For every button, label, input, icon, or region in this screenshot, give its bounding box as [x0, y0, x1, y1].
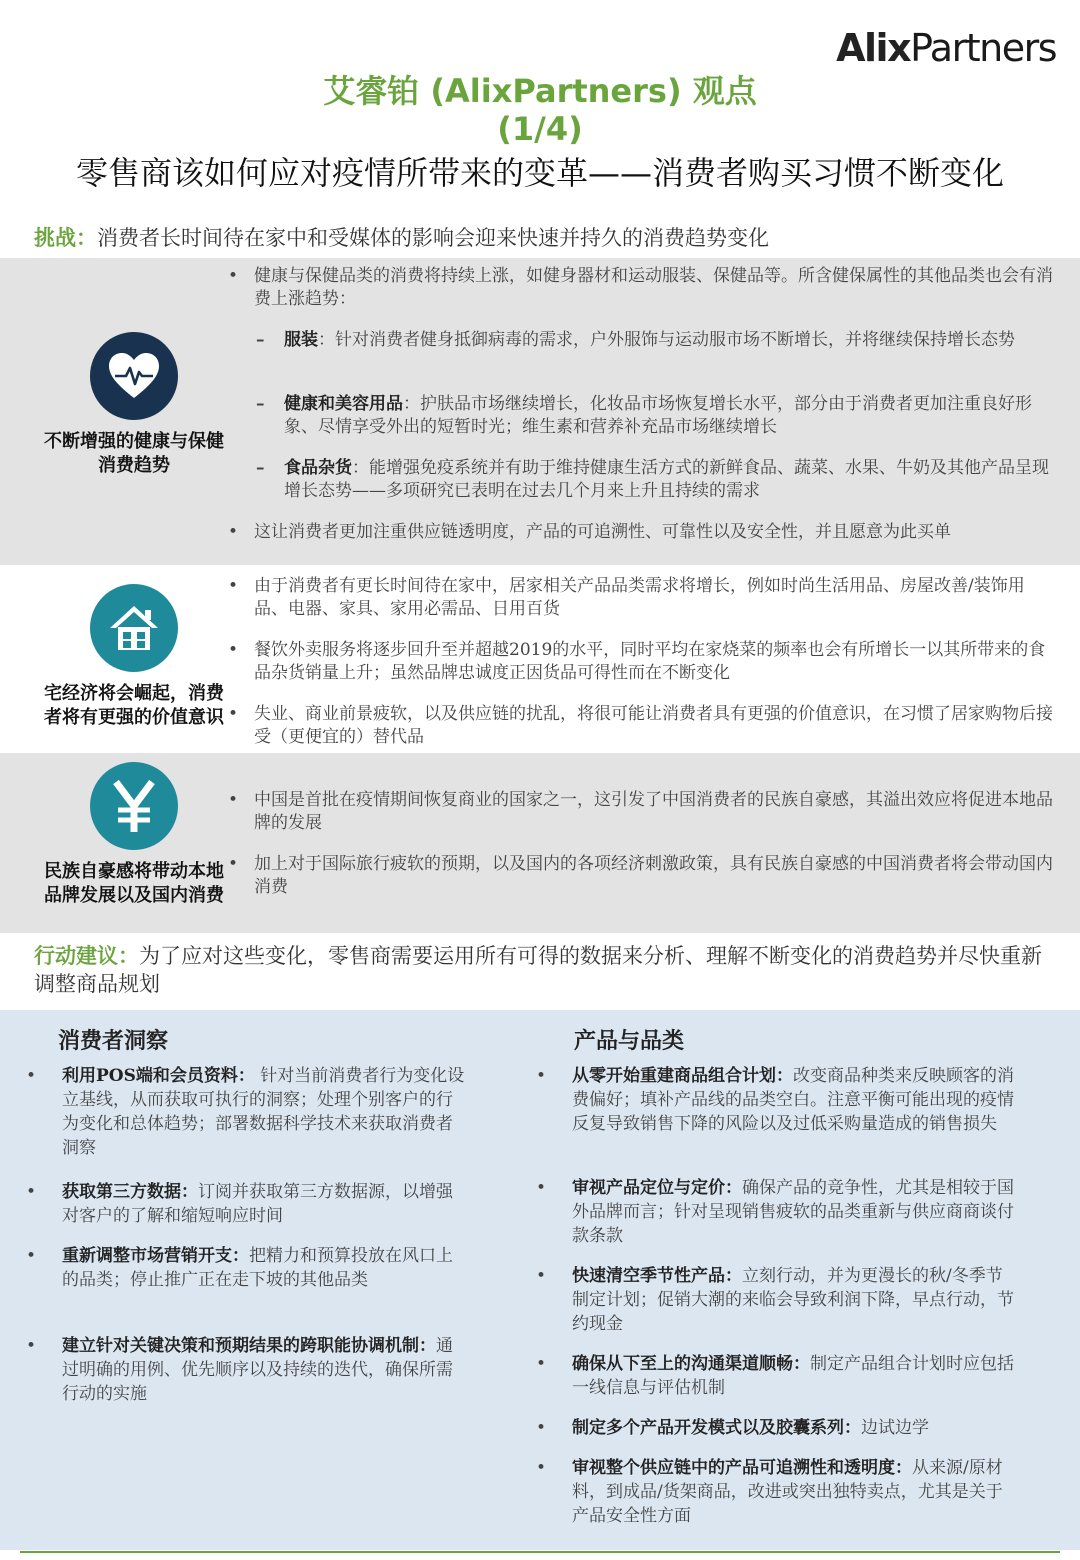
section-pride-icon-group	[44, 762, 224, 908]
section-health-icon-group	[44, 332, 224, 478]
challenge-label: 挑战：	[34, 226, 97, 250]
product-item: • 审视产品定位与定价：确保产品的竞争性，尤其是相较于国外品牌而言；针对呈现销售疲软的品类重新与供应商商谈付款条款	[536, 1178, 1014, 1246]
page-subtitle: 零售商该如何应对疫情所带来的变革——消费者购买习惯不断变化	[75, 154, 1004, 192]
alixpartners-logo: AlixPartners	[836, 26, 1056, 70]
title-line-2: (1/4)	[497, 110, 583, 148]
health-bullet-1: • 健康与保健品类的消费将持续上涨，如健身器材和运动服装、保健品等。所含健保属性的其他品类也会有消费上涨趋势：	[228, 266, 1053, 309]
challenge-text: 消费者长时间待在家中和受媒体的影响会迎来快速并持久的消费趋势变化	[97, 226, 769, 250]
insight-item: • 获取第三方数据：订阅并获取第三方数据源，以增强对客户的了解和缩短响应时间	[26, 1182, 453, 1226]
home-bullet-3: • 失业、商业前景疲软，以及供应链的扰乱，将很可能让消费者具有更强的价值意识，在习惯了居家购物后接受（更便宜的）替代品	[228, 704, 1053, 747]
action-text: 为了应对这些变化，零售商需要运用所有可得的数据来分析、理解不断变化的消费趋势并尽快重新调整商品规划	[34, 944, 1042, 996]
page-title	[0, 72, 1080, 148]
product-item: • 制定多个产品开发模式以及胶囊系列：边试边学	[536, 1418, 929, 1438]
health-sub-beauty: – 健康和美容用品：护肤品市场继续增长，化妆品市场恢复增长水平，部分由于消费者更加注重良好形象、尽情享受外出的短暂时光；维生素和营养补充品市场继续增长	[256, 394, 1032, 437]
footer-divider	[20, 1551, 1060, 1553]
health-sub-apparel: – 服装：针对消费者健身抵御病毒的需求，户外服饰与运动服市场不断增长，并将继续保持增长态势	[256, 330, 1015, 350]
action-recommendation	[34, 942, 1050, 998]
product-item: • 审视整个供应链中的产品可追溯性和透明度：从来源/原材料，到成品/货架商品，改进或突出独特卖点，尤其是关于产品安全性方面	[536, 1458, 1003, 1526]
heart-pulse-icon	[90, 332, 178, 420]
yen-icon	[90, 762, 178, 850]
title-line-1: 艾睿铂 (AlixPartners) 观点	[323, 72, 757, 110]
pride-bullet-2: • 加上对于国际旅行疲软的预期，以及国内的各项经济刺激政策，具有民族自豪感的中国消费者将会带动国内消费	[228, 854, 1053, 897]
pride-bullet-1: • 中国是首批在疫情期间恢复商业的国家之一，这引发了中国消费者的民族自豪感，其溢出效应将促进本地品牌的发展	[228, 790, 1053, 833]
section-home-icon-group	[44, 584, 224, 730]
insight-item: • 利用POS端和会员资料： 针对当前消费者行为变化设立基线，从而获取可执行的洞察；处理个别客户的行为变化和总体趋势；部署数据科学技术来获取消费者洞察	[26, 1066, 465, 1158]
section-health-label: 不断增强的健康与保健消费趋势	[44, 431, 224, 476]
house-icon	[90, 584, 178, 672]
section-pride-label: 民族自豪感将带动本地品牌发展以及国内消费	[44, 861, 224, 906]
product-item: • 快速清空季节性产品：立刻行动，并为更漫长的秋/冬季节制定计划；促销大潮的来临会导致利润下降，早点行动，节约现金	[536, 1266, 1014, 1334]
action-label: 行动建议：	[34, 944, 139, 968]
insight-item: • 建立针对关键决策和预期结果的跨职能协调机制：通过明确的用例、优先顺序以及持续的迭代，确保所需行动的实施	[26, 1336, 453, 1404]
home-bullet-1: • 由于消费者有更长时间待在家中，居家相关产品品类需求将增长，例如时尚生活用品、房屋改善/装饰用品、电器、家具、家用必需品、日用百货	[228, 576, 1025, 619]
section-home-label: 宅经济将会崛起，消费者将有更强的价值意识	[44, 683, 224, 728]
home-bullet-2: • 餐饮外卖服务将逐步回升至并超越2019的水平，同时平均在家烧菜的频率也会有所增长一以其所带来的食品杂货销量上升；虽然品牌忠诚度正因货品可得性而在不断变化	[228, 640, 1046, 683]
challenge-line	[34, 222, 769, 252]
insight-item: • 重新调整市场营销开支：把精力和预算投放在风口上的品类；停止推广正在走下坡的其他品类	[26, 1246, 453, 1290]
health-bullet-2: • 这让消费者更加注重供应链透明度，产品的可追溯性、可靠性以及安全性，并且愿意为此买单	[228, 522, 951, 542]
insights-heading: 消费者洞察	[58, 1029, 169, 1054]
products-heading: 产品与品类	[574, 1029, 685, 1054]
health-sub-grocery: – 食品杂货：能增强免疫系统并有助于维持健康生活方式的新鲜食品、蔬菜、水果、牛奶及其他产品呈现增长态势——多项研究已表明在过去几个月来上升且持续的需求	[256, 458, 1049, 501]
product-item: • 确保从下至上的沟通渠道顺畅：制定产品组合计划时应包括一线信息与评估机制	[536, 1354, 1014, 1398]
product-item: • 从零开始重建商品组合计划：改变商品种类来反映顾客的消费偏好；填补产品线的品类空白。注意平衡可能出现的疫情反复导致销售下降的风险以及过低采购量造成的销售损失	[536, 1066, 1014, 1134]
